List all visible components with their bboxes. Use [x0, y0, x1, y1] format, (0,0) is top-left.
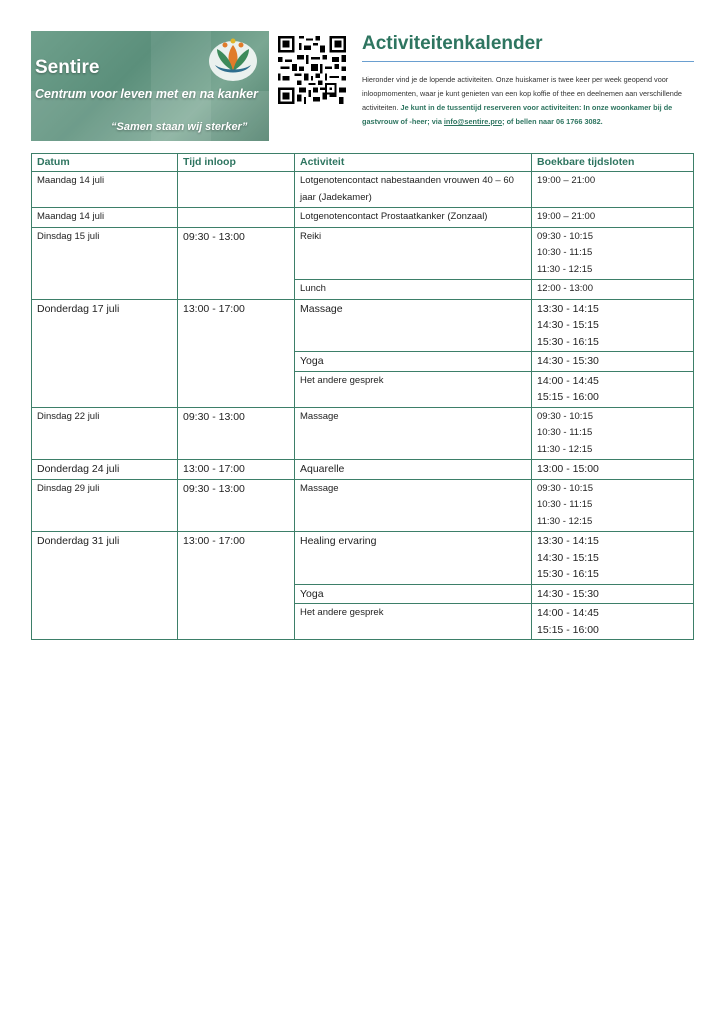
cell-tijd-inloop: 09:30 - 13:00: [178, 479, 295, 532]
cell-activity: Aquarelle: [295, 460, 532, 480]
column-header-activiteit: Activiteit: [295, 154, 532, 172]
time-slot[interactable]: 13:00 - 15:00: [537, 463, 599, 475]
cell-time-slots: [532, 280, 694, 300]
cell-time-slots: [532, 227, 694, 280]
time-slot[interactable]: 14:30 - 15:30: [537, 587, 599, 600]
time-slot[interactable]: 13:30 - 14:15: [537, 535, 599, 547]
intro-text: [362, 73, 694, 129]
time-slot[interactable]: 10:30 - 11:15: [537, 499, 593, 510]
time-slot[interactable]: 14:30 - 15:15: [537, 551, 599, 564]
time-slot[interactable]: 15:15 - 16:00: [537, 623, 599, 636]
title-divider: [362, 61, 694, 62]
cell-activity: Lotgenotencontact Prostaatkanker (Zonzaal): [295, 208, 532, 228]
cell-date: Maandag 14 juli: [32, 172, 178, 208]
cell-date: Dinsdag 29 juli: [32, 479, 178, 532]
time-slot[interactable]: 15:30 - 16:15: [537, 335, 599, 348]
table-row: [32, 299, 694, 352]
table-row: [32, 172, 694, 208]
time-slot[interactable]: 10:30 - 11:15: [537, 247, 593, 258]
time-slot[interactable]: 11:30 - 12:15: [537, 515, 593, 527]
lotus-hands-icon: [203, 35, 263, 83]
cell-tijd-inloop: [178, 172, 295, 208]
time-slot[interactable]: 09:30 - 10:15: [537, 230, 593, 242]
cell-activity: Massage: [295, 299, 532, 352]
cell-activity: Healing ervaring: [295, 532, 532, 585]
cell-tijd-inloop: 13:00 - 17:00: [178, 532, 295, 640]
cell-activity: Lotgenotencontact nabestaanden vrouwen 40 – 60 jaar (Jadekamer): [295, 172, 532, 208]
cell-date: Donderdag 31 juli: [32, 532, 178, 640]
cell-time-slots: [532, 584, 694, 604]
brand-name: Sentire: [35, 57, 100, 78]
activity-calendar-table: [31, 153, 694, 640]
email-link[interactable]: info@sentire.pro: [443, 117, 503, 126]
cell-time-slots: [532, 604, 694, 640]
cell-time-slots: [532, 479, 694, 532]
cell-time-slots: [532, 371, 694, 407]
table-row: [32, 532, 694, 585]
cell-activity: Yoga: [295, 584, 532, 604]
time-slot[interactable]: 19:00 – 21:00: [537, 175, 596, 186]
time-slot[interactable]: 13:30 - 14:15: [537, 302, 599, 315]
table-row: [32, 479, 694, 532]
table-header-row: [32, 154, 694, 172]
cell-activity: Massage: [295, 407, 532, 460]
column-header-datum: Datum: [32, 154, 178, 172]
cell-time-slots: [532, 352, 694, 372]
cell-tijd-inloop: 13:00 - 17:00: [178, 460, 295, 480]
column-header-slots: Boekbare tijdsloten: [532, 154, 694, 172]
time-slot[interactable]: 10:30 - 11:15: [537, 427, 593, 438]
cell-date: Dinsdag 22 juli: [32, 407, 178, 460]
cell-activity: Het andere gesprek: [295, 604, 532, 640]
intro-plain: Hieronder vind je de lopende activiteiten. Onze huiskamer is twee keer per week geopend voor inloopmomenten, waar je kunt genieten van een kop koffie of thee en deelnemen aan verschillende activiteiten.: [362, 75, 682, 112]
time-slot[interactable]: 14:00 - 14:45: [537, 607, 599, 619]
time-slot[interactable]: 14:30 - 15:15: [537, 319, 599, 331]
table-row: [32, 460, 694, 480]
qr-code-icon[interactable]: [278, 36, 346, 104]
cell-date: Maandag 14 juli: [32, 208, 178, 228]
table-body: [32, 172, 694, 640]
time-slot[interactable]: 11:30 - 12:15: [537, 263, 593, 275]
intro-phone: ; of bellen naar 06 1766 3082.: [502, 117, 603, 126]
cell-activity: Yoga: [295, 352, 532, 372]
cell-date: Donderdag 17 juli: [32, 299, 178, 407]
cell-time-slots: [532, 172, 694, 208]
column-header-tijd: Tijd inloop: [178, 154, 295, 172]
cell-date: Dinsdag 15 juli: [32, 227, 178, 299]
cell-tijd-inloop: [178, 208, 295, 228]
cell-time-slots: [532, 460, 694, 480]
intro-highlight: Je kunt in de tussentijd reserveren voor activiteiten: In onze woonkamer bij de gastvrouw of -heer; via: [362, 103, 673, 126]
cell-time-slots: [532, 532, 694, 585]
cell-date: Donderdag 24 juli: [32, 460, 178, 480]
header-banner: [31, 31, 269, 141]
time-slot[interactable]: 14:30 - 15:30: [537, 355, 599, 367]
cell-activity: Reiki: [295, 227, 532, 280]
table-row: [32, 407, 694, 460]
cell-activity: Massage: [295, 479, 532, 532]
cell-activity: Lunch: [295, 280, 532, 300]
page-title: Activiteitenkalender: [362, 33, 543, 54]
brand-motto: “Samen staan wij sterker”: [111, 121, 248, 133]
brand-tagline: Centrum voor leven met en na kanker: [35, 87, 258, 101]
cell-tijd-inloop: 13:00 - 17:00: [178, 299, 295, 407]
cell-activity: Het andere gesprek: [295, 371, 532, 407]
table-row: [32, 227, 694, 280]
table-row: [32, 208, 694, 228]
time-slot[interactable]: 14:00 - 14:45: [537, 374, 599, 387]
time-slot[interactable]: 15:15 - 16:00: [537, 391, 599, 403]
cell-time-slots: [532, 407, 694, 460]
time-slot[interactable]: 12:00 - 13:00: [537, 283, 593, 294]
time-slot[interactable]: 15:30 - 16:15: [537, 568, 599, 580]
time-slot[interactable]: 11:30 - 12:15: [537, 443, 593, 455]
cell-tijd-inloop: 09:30 - 13:00: [178, 227, 295, 299]
cell-tijd-inloop: 09:30 - 13:00: [178, 407, 295, 460]
time-slot[interactable]: 09:30 - 10:15: [537, 482, 593, 494]
cell-time-slots: [532, 299, 694, 352]
time-slot[interactable]: 09:30 - 10:15: [537, 410, 593, 422]
cell-time-slots: [532, 208, 694, 228]
time-slot[interactable]: 19:00 – 21:00: [537, 211, 596, 222]
